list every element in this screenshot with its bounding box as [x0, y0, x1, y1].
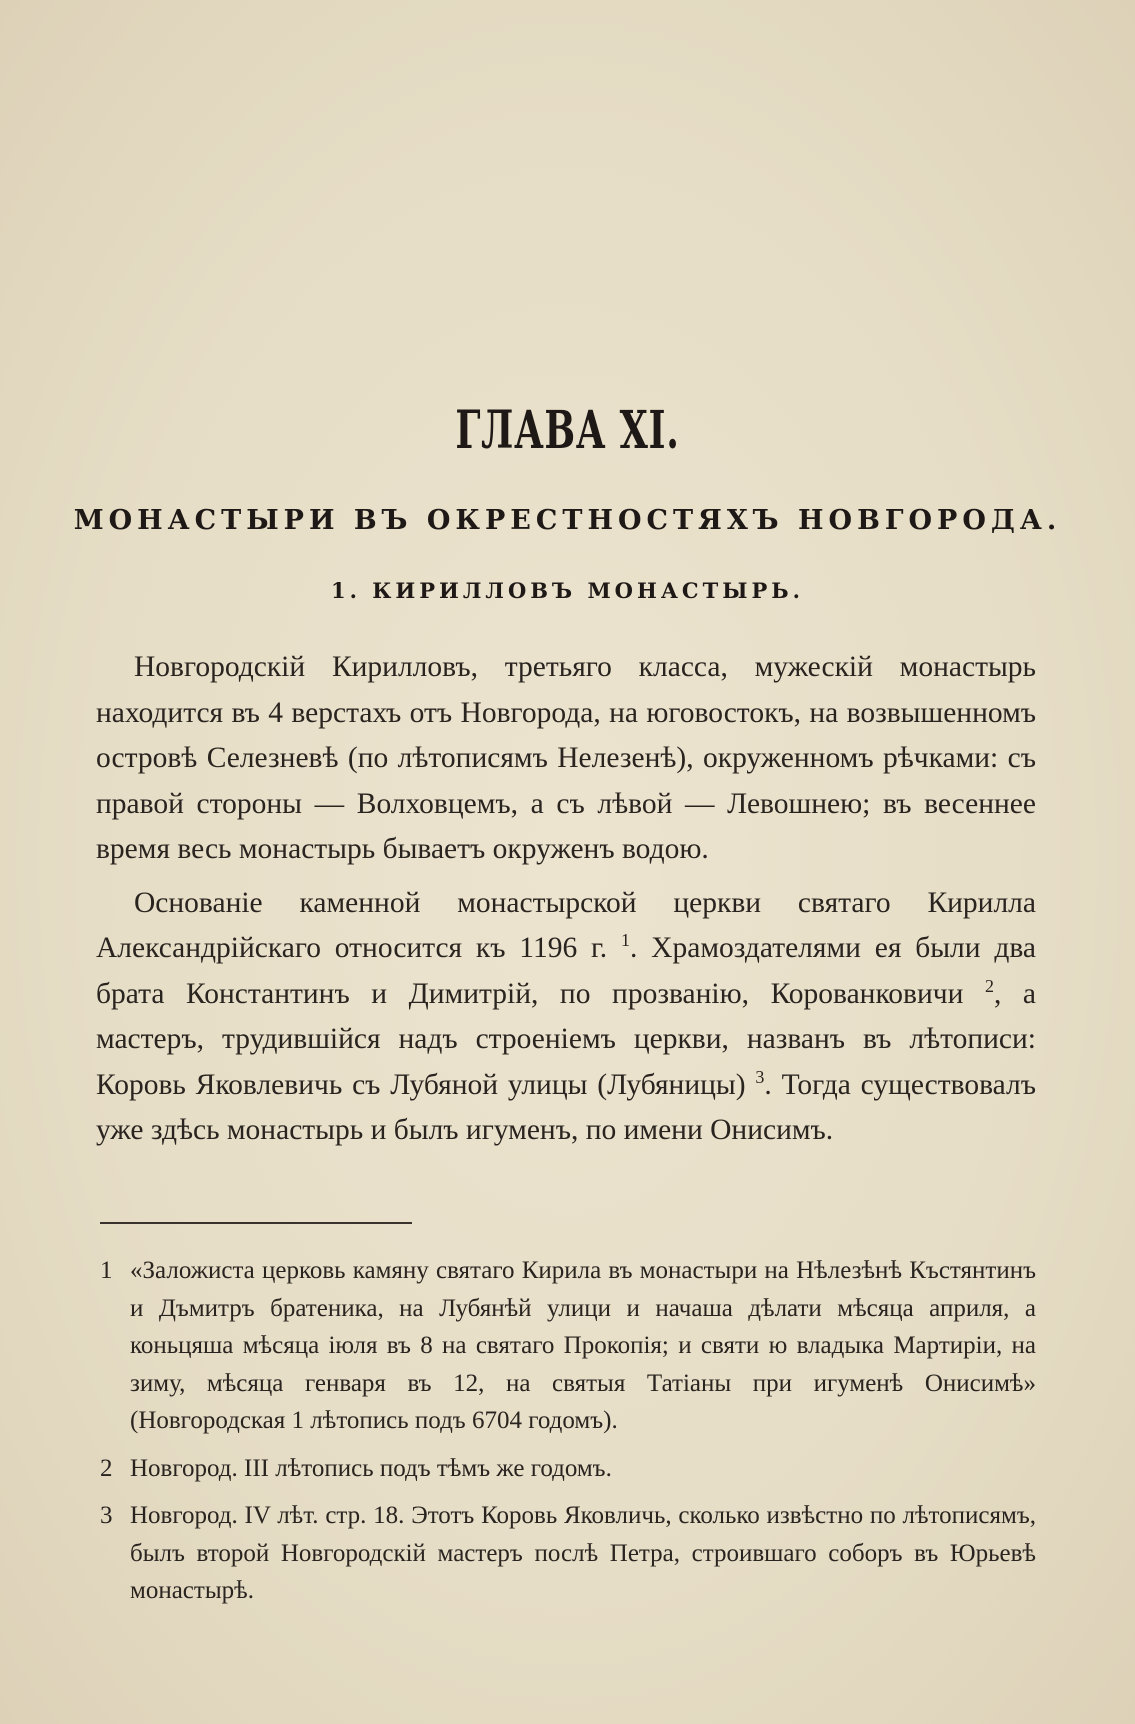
- paragraph-2-part-d: . Тогда существовалъ уже здѣсь монастырь и былъ игуменъ, по имени Онисимъ.: [96, 1068, 1036, 1146]
- footnote-text: Новгород. III лѣтопись подъ тѣмъ же годомъ.: [130, 1454, 612, 1482]
- footnote-3: [100, 1497, 1036, 1610]
- footnote-number: 1: [100, 1257, 113, 1284]
- paragraph-2-part-b: . Храмоздателями ея были два брата Константинъ и Димитрій, по прозванію, Корованковичи: [96, 932, 1036, 1010]
- footnote-text: Новгород. IV лѣт. стр. 18. Этотъ Коровь Яковличь, сколько извѣстно по лѣтописямъ, былъ второй Новгородскій мастеръ послѣ Петра, строившаго соборъ въ Юрьевѣ монастырѣ.: [130, 1502, 1036, 1604]
- main-text: [96, 645, 1036, 1162]
- footnote-number: 2: [100, 1454, 113, 1482]
- footnote-divider: [100, 1222, 412, 1224]
- footnote-mark-2: 2: [984, 975, 994, 996]
- section-title: МОНАСТЫРИ ВЪ ОКРЕСТНОСТЯХЪ НОВГОРОДА.: [73, 505, 1062, 536]
- paragraph-2: [96, 881, 1036, 1154]
- footnote-text: «Заложиста церковь камяну святаго Кирила въ монастыри на Нѣлезѣнѣ Къстянтинъ и Дъмитръ братеника, на Лубянѣй улици и начаша дѣлати мѣсяца априля, а коньцяша мѣсяца іюля въ 8 на святаго Прокопія; и святи ю владыка Мартиріи, на зиму, мѣсяца генваря въ 12, на святыя Татіаны при игуменѣ Онисимѣ» (Новгородская 1 лѣтопись подъ 6704 годомъ).: [130, 1257, 1036, 1434]
- chapter-title: ГЛАВА XI.: [455, 400, 680, 461]
- footnotes: [100, 1252, 1036, 1620]
- paragraph-2-part-c: , а мастеръ, трудившійся надъ строеніемъ церкви, названъ въ лѣтописи: Коровь Яковлевичь съ Лубяной улицы (Лубяницы): [96, 977, 1037, 1101]
- footnote-mark-3: 3: [755, 1066, 765, 1087]
- footnote-mark-1: 1: [620, 930, 630, 951]
- footnote-1: [100, 1252, 1036, 1440]
- paragraph-1: Новгородскій Кирилловъ, третьяго класса, мужескій монастырь находится въ 4 верстахъ отъ Новгорода, на юговостокъ, на возвышенномъ островѣ Селезневѣ (по лѣтописямъ Нелезенѣ), окруженномъ рѣчками: съ правой стороны — Волховцемъ, а съ лѣвой — Левошнею; въ весеннее время весь монастырь бываетъ окруженъ водою.: [96, 651, 1036, 865]
- footnote-2: [100, 1450, 1036, 1488]
- footnote-number: 3: [100, 1502, 113, 1529]
- paragraph-2-part-a: Основаніе каменной монастырской церкви святаго Кирилла Александрійскаго относится къ 1196 г.: [96, 886, 1036, 964]
- subsection-title: 1. КИРИЛЛОВЪ МОНАСТЫРЬ.: [331, 578, 804, 603]
